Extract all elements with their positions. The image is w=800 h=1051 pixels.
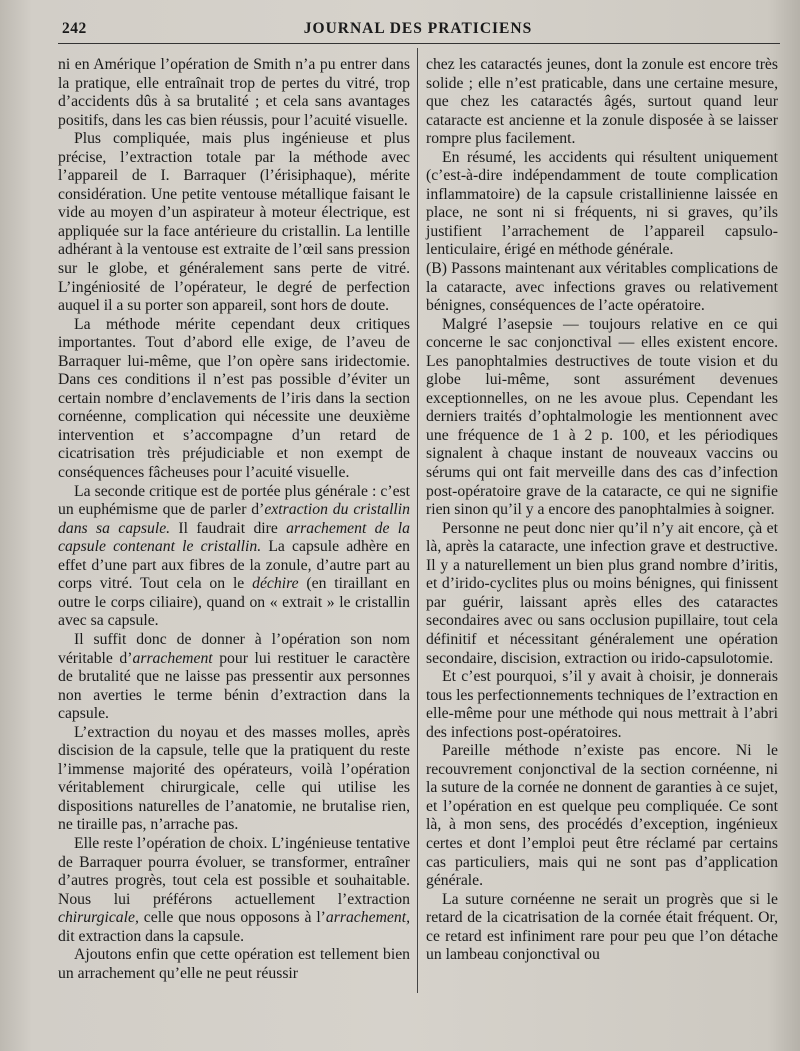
text-run: La capsule adhère en effet d’une part aux fibres de la zonule, d’autre part au corps vitré. Tout cela on le — [58, 538, 410, 593]
paragraph: Et c’est pourquoi, s’il y avait à choisir, je donnerais tous les perfectionnements techniques de l’extraction en elle-même pour une méthode qui nous mettrait à l’abri des infections post-opératoires. — [426, 668, 778, 741]
paragraph — [58, 835, 410, 946]
paragraph: chez les cataractés jeunes, dont la zonule est encore très solide ; elle n’est praticable, dans une certaine mesure, que chez les cataractés âgés, surtout quand leur cataracte est ancienne et la zonule disposée à se laisser rompre plus facilement. — [426, 56, 778, 148]
italic-run: arrachement — [132, 649, 213, 667]
column-divider — [417, 48, 418, 993]
paragraph: Plus compliquée, mais plus ingénieuse et plus précise, l’extraction totale par la méthode avec l’appareil de I. Barraquer (l’érisiphaque), mérite considération. Une petite ventouse métallique faisant le vide au moyen d’un aspirateur à moteur électrique, est appliquée sur la face antérieure du cristallin. La lentille adhérant à la ventouse est extraite de l’œil sans pression sur le globe, et généralement sans perte de vitré. L’ingéniosité de l’opérateur, le degré de perfection auquel il a su porter son appareil, sont hors de doute. — [58, 130, 410, 315]
running-title: JOURNAL DES PRATICIENS — [303, 20, 533, 37]
right-column — [426, 56, 778, 1046]
text-run: Il faudrait dire — [170, 519, 287, 537]
header-rule — [58, 43, 780, 44]
italic-run: chirurgicale, — [58, 909, 139, 927]
paragraph: La suture cornéenne ne serait un progrès que si le retard de la cicatrisation de la cornée était fréquent. Or, ce retard est infiniment rare pour peu que l’on détache un lambeau conjonctival ou — [426, 890, 778, 964]
text-run: dit extraction dans la capsule. — [58, 927, 245, 945]
italic-run: arrachement, — [325, 909, 410, 927]
paragraph: Malgré l’asepsie — toujours relative en ce qui concerne le sac conjonctival — elles existent encore. Les panophtalmies destructives de toute vision et du globe lui-même, sont assurément devenues exceptionnelles, on ne les avoue plus. Cependant les derniers traités d’ophtalmologie les mentionnent avec une fréquence de 1 à 2 p. 100, et les périodiques signalent à chaque instant de nouveaux vaccins ou sérums qui ont fait merveille dans des cas d’infection post-opératoire grave de la cataracte, ce qui ne signifie rien sinon qu’il y a encore des panophtalmies à soigner. — [426, 315, 778, 519]
left-column — [58, 56, 410, 1046]
page-header — [62, 20, 774, 42]
paragraph: Pareille méthode n’existe pas encore. Ni le recouvrement conjonctival de la section cornéenne, ni la suture de la cornée ne donnent de garanties à ce sujet, et l’opération en est quelque peu compliquée. Ce sont là, à mon sens, des procédés d’exception, ingénieux certes et dont l’emploi peut être réclamé par certains cas particuliers, mais qui ne sont pas d’application générale. — [426, 742, 778, 890]
italic-run: déchire — [252, 575, 299, 593]
paragraph: Personne ne peut donc nier qu’il n’y ait encore, çà et là, après la cataracte, une infection grave et destructive. Il y a naturellement un bien plus grand nombre d’iritis, et d’irido-cyclites plus ou moins bénignes, qui finissent par guérir, laissant après elles des cataractes secondaires avec ou sans occlusion pupillaire, tout cela définitif et nécessitant généralement une opération secondaire, discision, extraction ou irido-capsulotomie. — [426, 519, 778, 667]
italic-run: arrachement de la capsule contenant le cristallin. — [58, 519, 410, 556]
section-paragraph: (B) Passons maintenant aux véritables complications de la cataracte, avec infections graves ou relativement bénignes, conséquences de l’acte opératoire. — [426, 260, 778, 315]
text-run: La seconde critique est de portée plus générale : c’est un euphémisme que de parler d’ — [58, 482, 410, 519]
text-run: Elle reste l’opération de choix. L’ingénieuse tentative de Barraquer pourra évoluer, se transformer, entraîner d’autres progrès, tout cela est possible et souhaitable. Nous lui préférons actuellement l’extraction — [58, 834, 410, 908]
text-run: (en tiraillant en outre le corps ciliaire), quand on « extrait » le cristallin avec sa capsule. — [58, 575, 411, 630]
text-run: pour lui restituer le caractère de brutalité que ne laisse pas pressentir aux personnes non averties le terme bénin d’extraction dans la capsule. — [58, 649, 410, 723]
paragraph — [58, 631, 410, 724]
paragraph: ni en Amérique l’opération de Smith n’a pu entrer dans la pratique, elle entraînait trop de pertes du vitré, trop d’accidents dûs à sa brutalité ; et cela sans avantages positifs, dans les cas bien réussis, pour l’acuité visuelle. — [58, 56, 410, 129]
text-run: celle que nous opposons à l’ — [138, 909, 326, 927]
paragraph: Ajoutons enfin que cette opération est tellement bien un arrachement qu’elle ne peut réussir — [58, 946, 410, 982]
paragraph: La méthode mérite cependant deux critiques importantes. Tout d’abord elle exige, de l’aveu de Barraquer lui-même, que l’on opère sans iridectomie. Dans ces conditions il n’est pas possible d’éviter un certain nombre d’enclavements de l’iris dans la section cornéenne, complication qui nécessite une deuxième intervention et s’accompagne d’un retard de cicatrisation très préjudiciable et non exempt de conséquences fâcheuses pour l’acuité visuelle. — [58, 315, 410, 482]
paragraph — [58, 483, 410, 631]
italic-run: extraction du cristallin dans sa capsule. — [58, 501, 410, 537]
page-number: 242 — [62, 20, 87, 37]
paragraph: L’extraction du noyau et des masses molles, après discision de la capsule, telle que la pratiquent du reste l’immense majorité des opérateurs, voilà l’opération véritablement chirurgicale, celle qui utilise les dispositions naturelles de l’anatomie, ne brutalise rien, ne tiraille pas, n’arrache pas. — [58, 723, 410, 834]
paragraph: En résumé, les accidents qui résultent uniquement (c’est-à-dire indépendamment de toute complication inflammatoire) de la capsule cristallinienne laissée en place, ne sont ni si fréquents, ni si graves, qu’ils justifient l’arrachement de l’appareil capsulo-lenticulaire, érigé en méthode générale. — [426, 148, 778, 259]
text-run: Il suffit donc de donner à l’opération son nom véritable d’ — [58, 630, 410, 667]
